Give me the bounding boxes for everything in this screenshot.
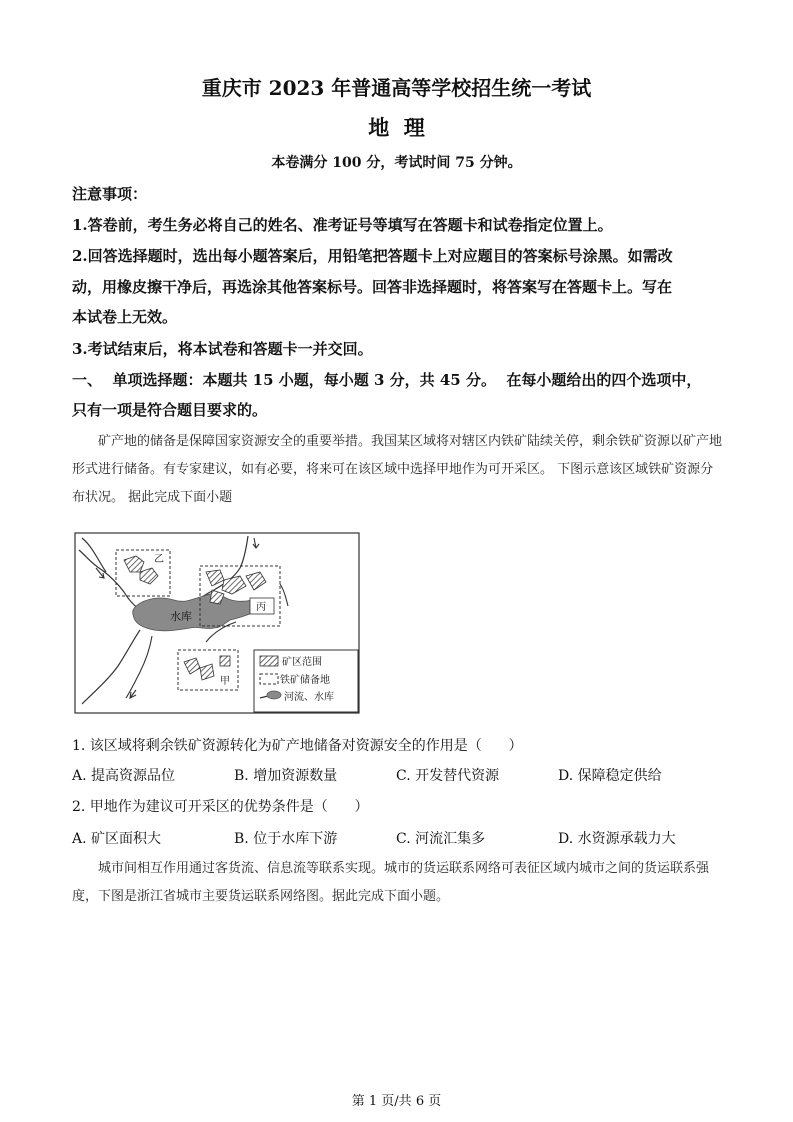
legend-mine: 矿区范围 xyxy=(282,657,322,668)
q1-option-c[interactable]: C. 开发替代资源 xyxy=(396,768,500,784)
iron-mine-map xyxy=(74,532,362,720)
passage-1: 矿产地的储备是保障国家资源安全的重要举措。我国某区域将对辖区内铁矿陆续关停，剩余铁矿资源以矿产地形式进行储备。有专家建议，如有必要，将来可在该区域中选择甲地作为可开采区。 下图示意该区域铁矿资源分布状况。 据此完成下面小题 xyxy=(72,434,723,505)
page-footer: 第 1 页/共 6 页 xyxy=(351,1094,442,1109)
note-item-2-line-1: 2.回答选择题时，选出每小题答案后，用铅笔把答题卡上对应题目的答案标号涂黑。如需改 xyxy=(72,247,673,265)
q2-option-c[interactable]: C. 河流汇集多 xyxy=(396,831,486,847)
q1-option-b[interactable]: B. 增加资源数量 xyxy=(234,768,338,784)
q2-option-b[interactable]: B. 位于水库下游 xyxy=(234,831,338,847)
label-bing: 丙 xyxy=(256,602,266,613)
label-yi: 乙 xyxy=(154,554,164,565)
note-item-2-line-2: 动，用橡皮擦干净后，再选涂其他答案标号。回答非选择题时，将答案写在答题卡上。写在 xyxy=(72,278,673,296)
score-time-note: 本卷满分 100 分，考试时间 75 分钟。 xyxy=(271,155,522,171)
legend-river: 河流、水库 xyxy=(284,692,334,703)
notes-heading: 注意事项： xyxy=(72,185,148,203)
note-item-2-line-3: 本试卷上无效。 xyxy=(72,308,178,326)
passage-2: 城市间相互作用通过客货流、信息流等联系实现。城市的货运联系网络可表征区域内城市之间的货运联系强度，下图是浙江省城市主要货运联系网络图。据此完成下面小题。 xyxy=(72,861,710,904)
label-jia: 甲 xyxy=(220,676,230,687)
note-item-1: 1.答卷前，考生务必将自己的姓名、准考证号等填写在答题卡和试卷指定位置上。 xyxy=(72,216,613,234)
q2-stem: 2. 甲地作为建议可开采区的优势条件是（ ） xyxy=(72,799,369,815)
subject-title: 地 理 xyxy=(368,115,425,140)
q1-option-d[interactable]: D. 保障稳定供给 xyxy=(558,768,662,784)
exam-title: 重庆市 2023 年普通高等学校招生统一考试 xyxy=(201,76,592,100)
q2-option-a[interactable]: A. 矿区面积大 xyxy=(72,831,162,847)
section-heading-line-2: 只有一项是符合题目要求的。 xyxy=(72,401,268,419)
legend-reserve: 铁矿储备地 xyxy=(280,675,330,686)
note-item-3: 3.考试结束后，将本试卷和答题卡一并交回。 xyxy=(72,340,373,358)
q1-stem: 1. 该区域将剩余铁矿资源转化为矿产地储备对资源安全的作用是（ ） xyxy=(72,738,523,754)
q1-option-a[interactable]: A. 提高资源品位 xyxy=(72,768,176,784)
section-heading-line-1: 一、 单项选择题：本题共 15 小题，每小题 3 分，共 45 分。 在每小题给出的四个选项中， xyxy=(72,371,702,389)
q2-option-d[interactable]: D. 水资源承载力大 xyxy=(558,831,676,847)
label-reservoir: 水库 xyxy=(170,610,192,623)
